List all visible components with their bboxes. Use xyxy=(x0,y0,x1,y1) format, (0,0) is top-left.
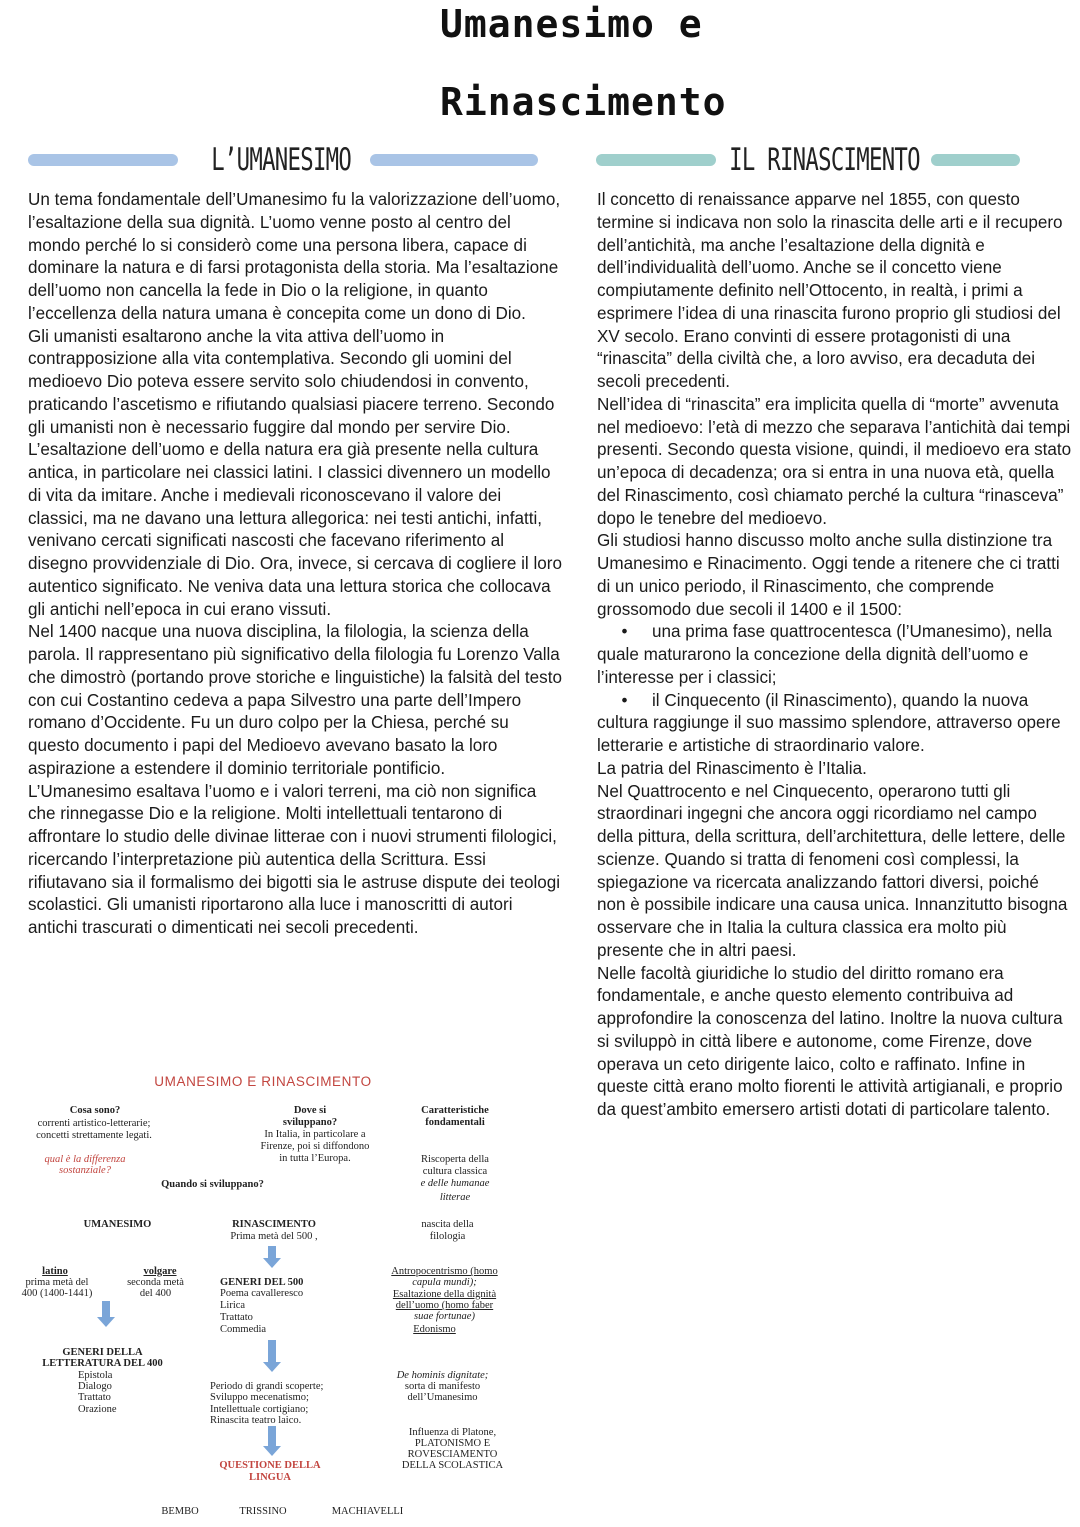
paragraph: Nell’idea di “rinascita” era implicita quella di “morte” avvenuta nel medioevo: l’età di mezzo che separava l’antichità dai tempi presenti. Secondo questa visione, quindi, il medioevo era stato un’epoca di decadenza; ora si entra in una nuova età, quella del Rinascimento, così chiamato perché la cultura “rinasceva” dopo le tenebre del medioevo. xyxy=(597,394,1072,528)
rinascimento-heading-text: IL RINASCIMENTO xyxy=(729,142,920,178)
influenza-platone: ROVESCIAMENTO xyxy=(407,1449,498,1460)
bullet-dot: • xyxy=(621,622,628,642)
rinascimento-desc: Prima metà del 500 , xyxy=(230,1231,318,1242)
latino-label: latino xyxy=(42,1266,68,1277)
esaltazione-dignita: suae fortunae) xyxy=(414,1311,475,1322)
latino-desc: prima metà del xyxy=(25,1277,89,1288)
bullet-text: il Cinquecento (il Rinascimento), quando la nuova cultura raggiunge il suo massimo splendore, attraverso opere letterarie e artistiche di straordinario valore. xyxy=(597,690,1061,755)
heading-decor-bar xyxy=(596,154,716,166)
cosa-sono-desc: concetti strettamente legati. xyxy=(36,1130,152,1141)
differenza-question: sostanziale? xyxy=(59,1165,111,1176)
down-arrow-icon xyxy=(268,1426,276,1456)
nascita-filologia: filologia xyxy=(429,1231,466,1242)
concept-map-title: UMANESIMO E RINASCIMENTO xyxy=(154,1074,372,1089)
paragraph: Nelle facoltà giuridiche lo studio del diritto romano era fondamentale, e anche questo elemento contribuiva ad approfondire la conoscenza del latino. Inoltre la nuova cultura si sviluppò in città libere e autonome, come Firenze, dove operava un ceto dirigente laico, colto e raffinato. Infine in queste città erano molto fiorenti le attività artigianali, e proprio da quest’ambito emersero artisti dotati di particolare talento. xyxy=(597,963,1063,1119)
paragraph: Il concetto di renaissance apparve nel 1855, con questo termine si indicava non solo la rinascita delle arti e il recupero dell’antichità, ma anche l’esaltazione della dignità e dell’individualità dell’uomo. Anche se il concetto viene compiutamente definito nell’Ottocento, in realtà, i primi a esprimere l’idea di una rinascita furono proprio gli studiosi del XV secolo. Erano convinti di essere protagonisti di una “rinascita” della civiltà che, a loro avviso, era decaduta dei secoli precedenti. xyxy=(597,190,1063,391)
edonismo: Edonismo xyxy=(413,1324,456,1335)
down-arrow-icon xyxy=(268,1246,276,1268)
generi400-item: Trattato xyxy=(78,1392,111,1403)
de-hominis: De hominis dignitate; xyxy=(396,1370,489,1381)
quando-label: Quando si sviluppano? xyxy=(161,1179,264,1190)
umanesimo-section-heading xyxy=(28,142,538,178)
periodo-desc: Sviluppo mecenatismo; xyxy=(210,1392,309,1403)
dove-desc: In Italia, in particolare a xyxy=(264,1129,366,1140)
de-hominis: dell’Umanesimo xyxy=(407,1392,478,1403)
paragraph: Nel 1400 nacque una nuova disciplina, la filologia, la scienza della parola. Il rappresentano più significativo della filologia fu Lorenzo Valla che dimostrò (portando prove storiche e linguistiche) la falsità del testo con cui Costantino cedeva a papa Silvestro una parte dell’Impero romano d’Occidente. Fu un duro colpo per la Chiesa, perché su questo documento i papi del Medioevo avevano basato la loro aspirazione a estendere il dominio territoriale pontificio. xyxy=(28,622,562,778)
generi500-item: Commedia xyxy=(220,1324,267,1335)
paragraph: L’esaltazione dell’uomo e della natura era già presente nella cultura antica, in particolare nei classici latini. I classici divennero un modello di vita da imitare. Anche i medievali riconoscevano il valore dei classici, ma ne davano una lettura allegorica: nei testi antichi, infatti, venivano cercati significati nascosti che facevano riferimento al disegno provvidenziale di Dio. Ora, invece, si cercava di cogliere il loro autentico significato. Ne veniva data una lettura storica che collocava gli antichi nell’epoca in cui erano vissuti. xyxy=(28,440,562,619)
cosa-sono-desc: correnti artistico-letterarie; xyxy=(37,1118,151,1129)
down-arrow-icon xyxy=(268,1340,276,1372)
generi400-title: LETTERATURA DEL 400 xyxy=(42,1358,163,1369)
generi500-item: Poema cavalleresco xyxy=(220,1288,304,1299)
volgare-label: volgare xyxy=(143,1266,177,1277)
generi500-title: GENERI DEL 500 xyxy=(220,1277,304,1288)
heading-decor-bar xyxy=(370,154,538,166)
antropocentrismo: capula mundi); xyxy=(412,1277,477,1288)
influenza-platone: DELLA SCOLASTICA xyxy=(401,1460,504,1471)
nascita-filologia: nascita della xyxy=(421,1219,474,1230)
dove-label: sviluppano? xyxy=(282,1117,338,1128)
esaltazione-dignita: dell’uomo (homo faber xyxy=(395,1300,494,1311)
down-arrow-icon xyxy=(102,1301,110,1327)
paragraph: Gli studiosi hanno discusso molto anche sulla distinzione tra Umanesimo e Rinacimento. Oggi tende a ritenere che ci tratti di un unico periodo, il Rinascimento, che comprende grossomodo due secoli il 1400 e il 1500: xyxy=(597,531,1060,619)
latino-desc: 400 (1400-1441) xyxy=(21,1288,93,1299)
generi400-item: Epistola xyxy=(78,1370,113,1381)
generi400-item: Dialogo xyxy=(78,1381,112,1392)
influenza-platone: Influenza di Platone, xyxy=(408,1427,497,1438)
de-hominis: sorta di manifesto xyxy=(404,1381,481,1392)
dove-desc: in tutta l’Europa. xyxy=(279,1153,351,1164)
periodo-desc: Intellettuale cortigiano; xyxy=(210,1404,309,1415)
paragraph: Nel Quattrocento e nel Cinquecento, operarono tutti gli straordinari ingegni che ancora oggi ricordiamo nel campo della pittura, della scrittura, dell’architettura, delle lettere, delle scienze. Quando si tratta di fenomeni così complessi, la spiegazione va ricercata analizzando fattori diversi, poiché non è possibile indicare una causa unica. Innanzitutto bisogna osservare che in Italia la cultura classica era molto più presente che in altri paesi. xyxy=(597,781,1068,960)
differenza-question: qual è la differenza xyxy=(44,1154,126,1165)
paragraph: La patria del Rinascimento è l’Italia. xyxy=(597,758,867,778)
rinascimento-node: RINASCIMENTO xyxy=(232,1219,316,1230)
heading-decor-bar xyxy=(28,154,178,166)
umanesimo-heading-text: L’UMANESIMO xyxy=(211,142,352,178)
cosa-sono-label: Cosa sono? xyxy=(69,1105,121,1116)
rinascimento-section-heading xyxy=(596,142,1020,178)
umanesimo-node: UMANESIMO xyxy=(83,1219,152,1230)
riscoperta-text: e delle humanae xyxy=(420,1178,490,1189)
bullet-dot: • xyxy=(621,690,628,710)
author-trissino: TRISSINO xyxy=(239,1506,287,1517)
paragraph: Gli umanisti esaltarono anche la vita attiva dell’uomo in contrapposizione alla vita contemplativa. Secondo gli uomini del medioevo Dio poteva essere servito solo chiudendosi in convento, praticando l’ascetismo e rifiutando qualsiasi piacere terreno. Secondo gli umanisti non è necessario fuggire dal mondo per servire Dio. xyxy=(28,326,555,437)
generi500-item: Trattato xyxy=(220,1312,253,1323)
riscoperta-text: litterae xyxy=(439,1192,471,1203)
bullet-text: una prima fase quattrocentesca (l’Umanesimo), nella quale maturarono la concezione della dignità dell’uomo e l’interesse per i classici; xyxy=(597,622,1052,687)
heading-decor-bar xyxy=(931,154,1020,166)
periodo-desc: Periodo di grandi scoperte; xyxy=(210,1381,324,1392)
dove-label: Dove si xyxy=(293,1105,327,1116)
author-machiavelli: MACHIAVELLI xyxy=(331,1506,404,1517)
generi400-title: GENERI DELLA xyxy=(62,1347,143,1358)
paragraph: L’Umanesimo esaltava l’uomo e i valori terreni, ma ciò non significa che rinnegasse Dio e la religione. Molti intellettuali tentarono di affrontare lo studio delle divinae litterae con i nuovi strumenti filologici, ricercando l’interpretazione più autentica della Scrittura. Essi rifiutavano sia il formalismo dei bigotti sia le astruse dispute dei teologi scolastici. Gli umanisti riportarono alla luce i manoscritti di autori antichi trascurati o dimenticati nei secoli precedenti. xyxy=(28,781,561,937)
volgare-desc: seconda metà xyxy=(127,1277,184,1288)
antropocentrismo: Antropocentrismo (homo xyxy=(391,1266,498,1277)
questione-lingua: LINGUA xyxy=(248,1472,291,1483)
caratteristiche-label: fondamentali xyxy=(425,1117,485,1128)
author-bembo: BEMBO xyxy=(161,1506,199,1517)
caratteristiche-label: Caratteristiche xyxy=(421,1105,489,1116)
concept-map xyxy=(0,1068,540,1527)
questione-lingua: QUESTIONE DELLA xyxy=(219,1460,321,1471)
dove-desc: Firenze, poi si diffondono xyxy=(260,1141,370,1152)
riscoperta-text: cultura classica xyxy=(422,1166,488,1177)
volgare-desc: del 400 xyxy=(139,1288,172,1299)
generi500-item: Lirica xyxy=(220,1300,246,1311)
umanesimo-body xyxy=(28,189,563,940)
rinascimento-body xyxy=(597,189,1072,1122)
page-title-line-1: Umanesimo e xyxy=(440,2,703,46)
periodo-desc: Rinascita teatro laico. xyxy=(210,1415,302,1426)
influenza-platone: PLATONISMO E xyxy=(414,1438,491,1449)
riscoperta-text: Riscoperta della xyxy=(421,1154,489,1165)
paragraph: Un tema fondamentale dell’Umanesimo fu la valorizzazione dell’uomo, l’esaltazione della sua dignità. L’uomo venne posto al centro del mondo perché lo si considerò come una persona libera, capace di dominare la natura e di farsi protagonista della storia. Ma l’esaltazione dell’uomo non cancella la fede in Dio o la religione, in quanto l’eccellenza della natura umana è concepita come un dono di Dio. xyxy=(28,190,561,323)
generi400-item: Orazione xyxy=(78,1404,117,1415)
esaltazione-dignita: Esaltazione della dignità xyxy=(392,1289,497,1300)
bullet-item xyxy=(597,690,1072,758)
page-title-line-2: Rinascimento xyxy=(440,80,727,124)
bullet-item xyxy=(597,621,1072,689)
